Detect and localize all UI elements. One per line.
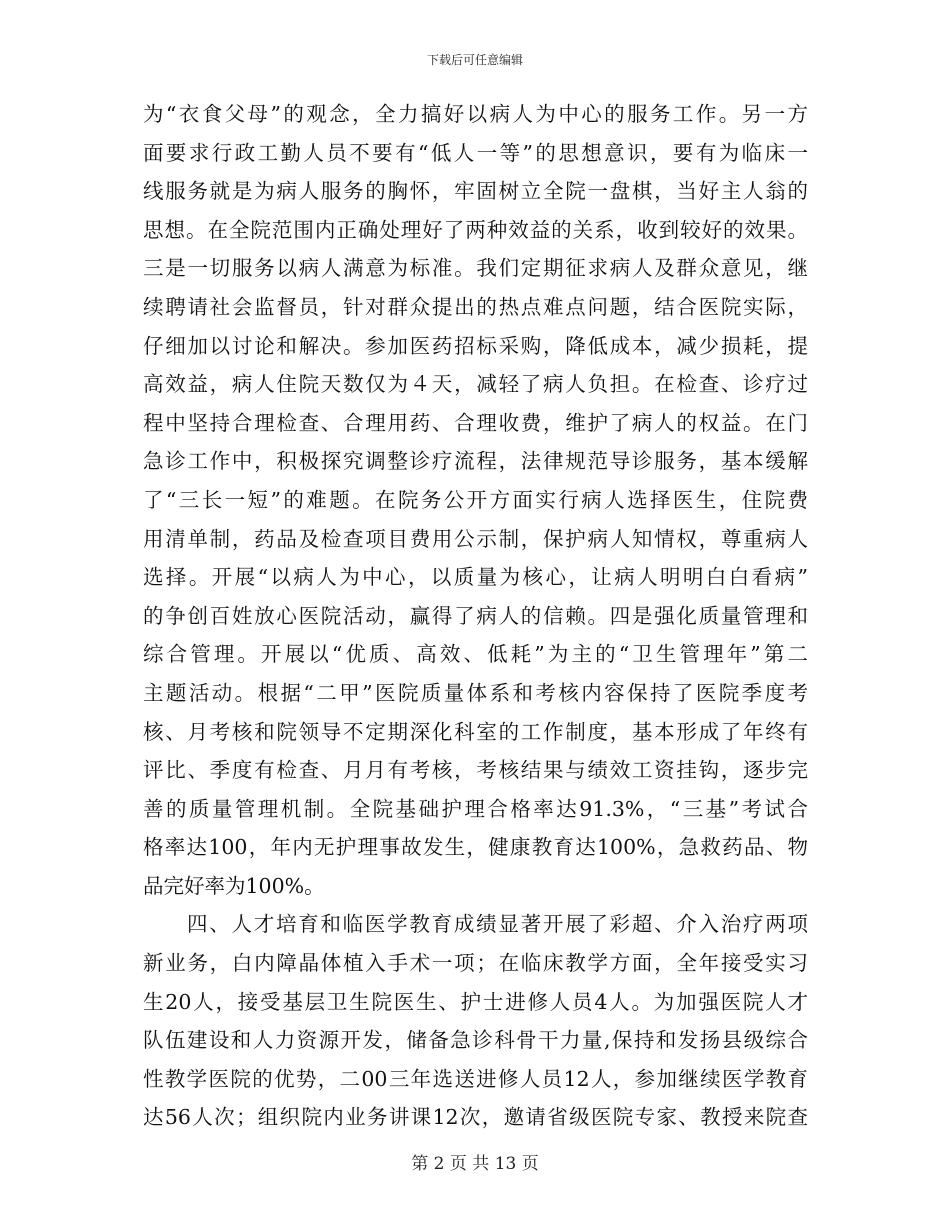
text-line: 核、月考核和院领导不定期深化科室的工作制度，基本形成了年终有 xyxy=(143,719,808,744)
text-line: 评比、季度有检查、月月有考核，考核结果与绩效工资挂钩，逐步完 xyxy=(143,758,808,783)
text-line: 程中坚持合理检查、合理用药、合理收费，维护了病人的权益。在门 xyxy=(143,410,808,435)
text-line: 为“衣食父母”的观念，全力搞好以病人为中心的服务工作。另一方 xyxy=(143,102,808,126)
text-line: 队伍建设和人力资源开发，储备急诊科骨干力量,保持和发扬县级综合 xyxy=(143,1028,808,1053)
text-line: 用清单制，药品及检查项目费用公示制，保护病人知情权，尊重病人 xyxy=(143,526,808,551)
paragraph xyxy=(143,95,808,905)
text-line: 的争创百姓放心医院活动，赢得了病人的信赖。四是强化质量管理和 xyxy=(143,603,808,628)
text-line: 思想。在全院范围内正确处理好了两种效益的关系，收到较好的效果。 xyxy=(143,217,808,242)
text-line: 四、人才培育和临医学教育成绩显著开展了彩超、介入治疗两项 xyxy=(187,912,808,937)
page-number: 第 2 页 共 13 页 xyxy=(411,1154,539,1174)
text-line: 线服务就是为病人服务的胸怀，牢固树立全院一盘棋，当好主人翁的 xyxy=(143,179,808,204)
text-line: 续聘请社会监督员，针对群众提出的热点难点问题，结合医院实际， xyxy=(143,294,808,319)
text-line: 新业务，白内障晶体植入手术一项；在临床教学方面，全年接受实习 xyxy=(143,951,808,976)
paragraph xyxy=(143,905,808,1137)
text-line: 善的质量管理机制。全院基础护理合格率达91.3%，“三基”考试合 xyxy=(143,796,808,821)
text-line: 急诊工作中，积极探究调整诊疗流程，法律规范导诊服务，基本缓解 xyxy=(143,449,808,474)
text-line: 品完好率为100%。 xyxy=(143,873,325,898)
text-line: 主题活动。根据“二甲”医院质量体系和考核内容保持了医院季度考 xyxy=(143,680,808,705)
text-line: 面要求行政工勤人员不要有“低人一等”的思想意识，要有为临床一 xyxy=(143,140,808,165)
text-line: 仔细加以讨论和解决。参加医药招标采购，降低成本，减少损耗，提 xyxy=(143,333,808,358)
text-line: 了“三长一短”的难题。在院务公开方面实行病人选择医生，住院费 xyxy=(143,487,808,512)
text-line: 高效益，病人住院天数仅为４天，减轻了病人负担。在检查、诊疗过 xyxy=(143,372,808,397)
text-line: 达56人次；组织院内业务讲课12次，邀请省级医院专家、教授来院查 xyxy=(143,1105,808,1130)
header-note: 下载后可任意编辑 xyxy=(426,53,523,67)
text-line: 格率达100，年内无护理事故发生，健康教育达100%，急救药品、物 xyxy=(143,835,808,860)
document-body xyxy=(143,95,808,1137)
text-line: 选择。开展“以病人为中心，以质量为核心，让病人明明白白看病” xyxy=(143,565,808,590)
text-line: 生20人，接受基层卫生院医生、护士进修人员4人。为加强医院人才 xyxy=(143,989,808,1014)
text-line: 综合管理。开展以“优质、高效、低耗”为主的“卫生管理年”第二 xyxy=(143,642,808,667)
text-line: 性教学医院的优势，二00三年选送进修人员12人，参加继续医学教育 xyxy=(143,1066,808,1091)
text-line: 三是一切服务以病人满意为标准。我们定期征求病人及群众意见，继 xyxy=(143,256,808,281)
